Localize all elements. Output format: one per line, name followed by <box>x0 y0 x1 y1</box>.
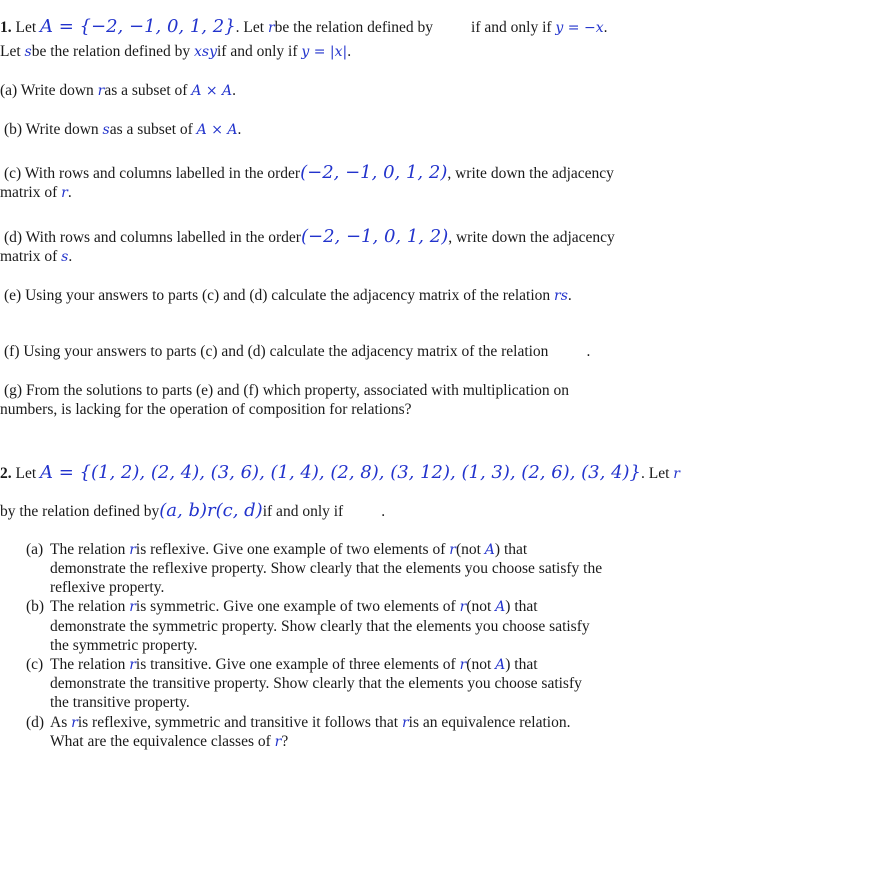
math-set-a-pairs: A = {(1, 2), (2, 4), (3, 6), (1, 4), (2, 8), (3, 12), (1, 3), (2, 6), (3, 4)} <box>40 462 641 483</box>
text: . <box>347 43 352 60</box>
text: (d) With rows and columns labelled in the order <box>4 229 301 246</box>
math-r: r <box>401 715 409 731</box>
text: Let <box>0 43 25 60</box>
q1-part-b <box>4 120 241 140</box>
text: matrix of <box>0 248 62 265</box>
text: . <box>381 503 386 520</box>
q1-part-g-line-2 <box>0 400 412 419</box>
text: (g) From the solutions to parts (e) and (f) which property, associated with multiplication on <box>4 382 570 399</box>
q1-part-c-line-2 <box>0 183 72 203</box>
text: . <box>237 121 242 138</box>
q2-part-d-label: (d) <box>26 714 45 731</box>
text: ) that <box>505 656 538 673</box>
text: As <box>50 714 72 731</box>
math-r: r <box>449 542 456 558</box>
math-s: s <box>102 122 110 138</box>
math-s: s <box>61 249 69 265</box>
text: (not <box>466 598 496 615</box>
text: (f) Using your answers to parts (c) and (d) calculate the adjacency matrix of the relation <box>4 343 549 360</box>
text: numbers, is lacking for the operation of composition for relations? <box>0 401 412 418</box>
text: (b) Write down <box>4 121 103 138</box>
q1-part-g-line-1 <box>4 381 569 400</box>
text: . <box>586 343 591 360</box>
math-r: r <box>71 715 78 731</box>
q1-part-d-line-1 <box>4 227 615 247</box>
text: (not <box>466 656 496 673</box>
q1-part-d-line-2 <box>0 247 72 267</box>
q2-part-b-line-1 <box>50 597 538 617</box>
q2-part-b-line-3: the symmetric property. <box>50 637 198 654</box>
q2-part-c-line-1 <box>50 655 538 675</box>
text: (c) With rows and columns labelled in the order <box>4 165 301 182</box>
text: . <box>567 287 572 304</box>
q1-line-2 <box>0 42 351 62</box>
q1-line-1 <box>0 17 607 38</box>
text: as a subset of <box>109 121 197 138</box>
math-a: A <box>495 599 506 615</box>
text: is reflexive, symmetric and transitive it follows that <box>77 714 402 731</box>
text: be the relation defined by <box>31 43 194 60</box>
text: . <box>603 19 608 36</box>
text: . Let <box>641 465 674 482</box>
q1-part-a <box>0 81 236 101</box>
text: is reflexive. Give one example of two elements of <box>135 541 450 558</box>
math-r: r <box>129 542 136 558</box>
math-relation-abcd: (a, b)r(c, d) <box>159 500 263 521</box>
text: matrix of <box>0 184 62 201</box>
text: . <box>232 82 237 99</box>
math-r: r <box>267 20 275 36</box>
math-r: r <box>129 599 136 615</box>
math-r: r <box>129 657 136 673</box>
text: (a) Write down <box>0 82 98 99</box>
math-a-cross-a: A × A <box>196 122 238 138</box>
q2-part-b-line-2: demonstrate the symmetric property. Show clearly that the elements you choose satisfy <box>50 618 590 635</box>
text: ? <box>281 733 289 750</box>
text: if and only if <box>216 43 302 60</box>
text: . <box>68 248 73 265</box>
math-r: r <box>61 185 68 201</box>
text: The relation <box>50 541 130 558</box>
math-r: r <box>274 734 282 750</box>
text: Let <box>11 19 41 36</box>
math-order-tuple: (−2, −1, 0, 1, 2) <box>300 162 448 183</box>
math-r: r <box>673 466 680 482</box>
q2-part-d-line-1 <box>50 713 570 733</box>
q2-line-1 <box>0 463 680 484</box>
text: (e) Using your answers to parts (c) and (d) calculate the adjacency matrix of the relation <box>4 287 555 304</box>
q2-part-c-line-2: demonstrate the transitive property. Show clearly that the elements you choose satisfy <box>50 675 582 692</box>
math-order-tuple: (−2, −1, 0, 1, 2) <box>300 226 449 247</box>
q2-line-2 <box>0 501 385 521</box>
text: is transitive. Give one example of three elements of <box>135 656 460 673</box>
math-a: A <box>495 657 506 673</box>
text: What are the equivalence classes of <box>50 733 275 750</box>
text: by the relation defined by <box>0 503 160 520</box>
math-rs: rs <box>554 288 568 304</box>
text: be the relation defined by <box>274 19 434 36</box>
math-a-cross-a: A × A <box>191 83 233 99</box>
text: ) that <box>505 598 538 615</box>
q2-part-b-label: (b) <box>26 598 45 615</box>
q2-number: 2. <box>0 465 12 482</box>
text: is an equivalence relation. <box>408 714 571 731</box>
text: , write down the adjacency <box>447 165 614 182</box>
math-r: r <box>459 657 467 673</box>
q1-part-f <box>4 342 590 361</box>
text: . <box>67 184 72 201</box>
math-a: A <box>484 542 495 558</box>
text: (not <box>455 541 485 558</box>
q2-part-a-line-3: reflexive property. <box>50 579 165 596</box>
q1-number: 1. <box>0 19 12 36</box>
text: The relation <box>50 598 130 615</box>
text: as a subset of <box>104 82 192 99</box>
q2-part-d-line-2 <box>50 732 288 752</box>
q2-part-c-label: (c) <box>26 656 44 673</box>
q1-part-c-line-1 <box>4 163 614 183</box>
math-y-eq-abs-x: y = |x| <box>301 44 348 60</box>
text: if and only if <box>471 19 556 36</box>
math-r: r <box>459 599 467 615</box>
text: Let <box>11 465 41 482</box>
math-r: r <box>97 83 105 99</box>
text: ) that <box>494 541 528 558</box>
q2-part-a-line-1 <box>50 540 527 560</box>
math-y-eq-neg-x: y = −x <box>555 20 604 36</box>
text: , write down the adjacency <box>448 229 615 246</box>
math-set-a: A = {−2, −1, 0, 1, 2} <box>40 16 236 37</box>
text: . Let <box>235 19 268 36</box>
text: if and only if <box>262 503 344 520</box>
q2-part-c-line-3: the transitive property. <box>50 694 190 711</box>
q2-part-a-label: (a) <box>26 541 44 558</box>
q1-part-e <box>4 286 572 306</box>
q2-part-a-line-2: demonstrate the reflexive property. Show clearly that the elements you choose satisfy the <box>50 560 603 577</box>
math-s: s <box>24 44 32 60</box>
math-xsy: xsy <box>193 44 217 60</box>
text: is symmetric. Give one example of two elements of <box>135 598 460 615</box>
text: The relation <box>50 656 130 673</box>
